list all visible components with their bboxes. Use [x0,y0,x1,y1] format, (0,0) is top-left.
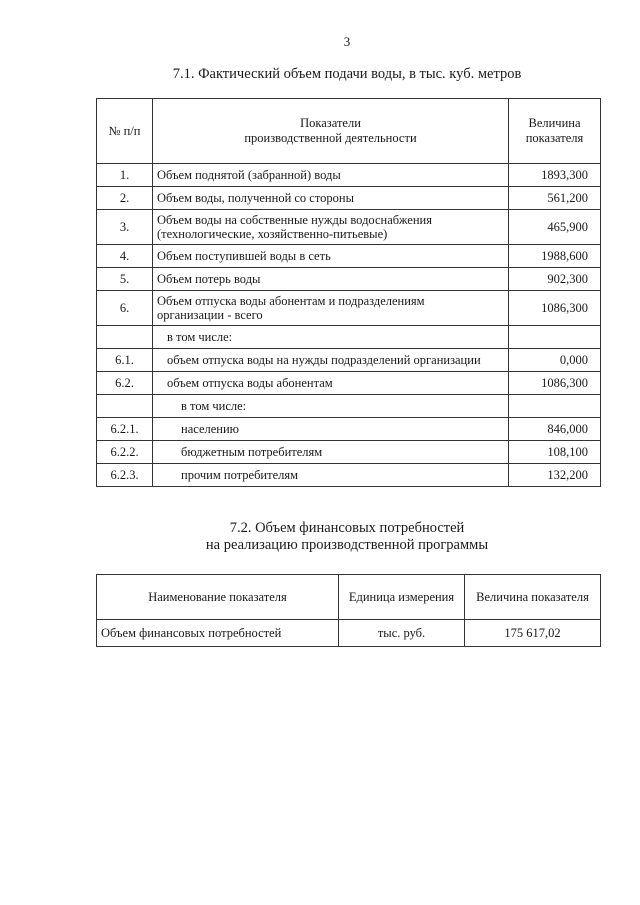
table-row [97,620,601,647]
header-indicator-line2: производственной деятельности [244,131,417,145]
row-num: 3. [97,210,153,245]
row-label: объем отпуска воды на нужды подразделений организации [153,349,509,372]
table-row [97,464,601,487]
row-unit: тыс. руб. [339,620,465,647]
row-label: объем отпуска воды абонентам [153,372,509,395]
row-label: Объем поднятой (забранной) воды [153,164,509,187]
row-num: 6.2.1. [97,418,153,441]
table-row [97,326,601,349]
header-value-line1: Величина [528,116,581,130]
row-label: населению [153,418,509,441]
row-num: 6.1. [97,349,153,372]
row-label: Объем поступившей воды в сеть [153,245,509,268]
row-num: 1. [97,164,153,187]
row-label [153,291,509,326]
row-num: 5. [97,268,153,291]
table-header-row [97,99,601,164]
header-indicator-line1: Показатели [300,116,361,130]
row-num: 6.2.2. [97,441,153,464]
row-value: 561,200 [509,187,601,210]
row-num [97,326,153,349]
row-value [509,395,601,418]
table-row [97,268,601,291]
header-value [509,99,601,164]
row-value: 465,900 [509,210,601,245]
row-value: 846,000 [509,418,601,441]
row-num: 6.2. [97,372,153,395]
section-title-7-1: 7.1. Фактический объем подачи воды, в тыс. куб. метров [172,66,522,82]
row-label: Объем воды, полученной со стороны [153,187,509,210]
row-name: Объем финансовых потребностей [97,620,339,647]
row-value: 132,200 [509,464,601,487]
table-row [97,210,601,245]
table-header-row [97,575,601,620]
section-title-7-2 [0,520,640,554]
page-number: 3 [343,34,351,49]
row-label: бюджетным потребителям [153,441,509,464]
row-value: 0,000 [509,349,601,372]
row-value: 108,100 [509,441,601,464]
header-indicator [153,99,509,164]
header-name: Наименование показателя [97,575,339,620]
table-row [97,372,601,395]
row-num: 6.2.3. [97,464,153,487]
header-num: № п/п [97,99,153,164]
financial-needs-table [96,574,601,647]
header-value: Величина показателя [465,575,601,620]
row-label-line2: (технологические, хозяйственно-питьевые) [157,227,388,241]
row-num [97,395,153,418]
header-unit: Единица измерения [339,575,465,620]
header-value-line2: показателя [525,131,584,145]
row-num: 6. [97,291,153,326]
row-value: 1893,300 [509,164,601,187]
row-value: 1988,600 [509,245,601,268]
table-row [97,441,601,464]
table-row [97,349,601,372]
table-row [97,164,601,187]
row-label-line2: организации - всего [157,308,263,322]
section-title-7-2-line1: 7.2. Объем финансовых потребностей [229,520,465,536]
row-label [153,210,509,245]
table-row [97,395,601,418]
row-label: в том числе: [153,395,509,418]
table-row [97,187,601,210]
row-num: 4. [97,245,153,268]
row-label: Объем потерь воды [153,268,509,291]
row-label-line1: Объем воды на собственные нужды водоснабжения [157,213,432,227]
row-label: в том числе: [153,326,509,349]
row-value: 902,300 [509,268,601,291]
table-row [97,245,601,268]
row-value: 175 617,02 [465,620,601,647]
row-label: прочим потребителям [153,464,509,487]
row-num: 2. [97,187,153,210]
water-supply-table [96,98,601,487]
row-label-line1: Объем отпуска воды абонентам и подразделениям [157,294,425,308]
table-row [97,418,601,441]
section-title-7-2-line2: на реализацию производственной программы [205,537,489,553]
table-row [97,291,601,326]
row-value: 1086,300 [509,291,601,326]
row-value [509,326,601,349]
row-value: 1086,300 [509,372,601,395]
